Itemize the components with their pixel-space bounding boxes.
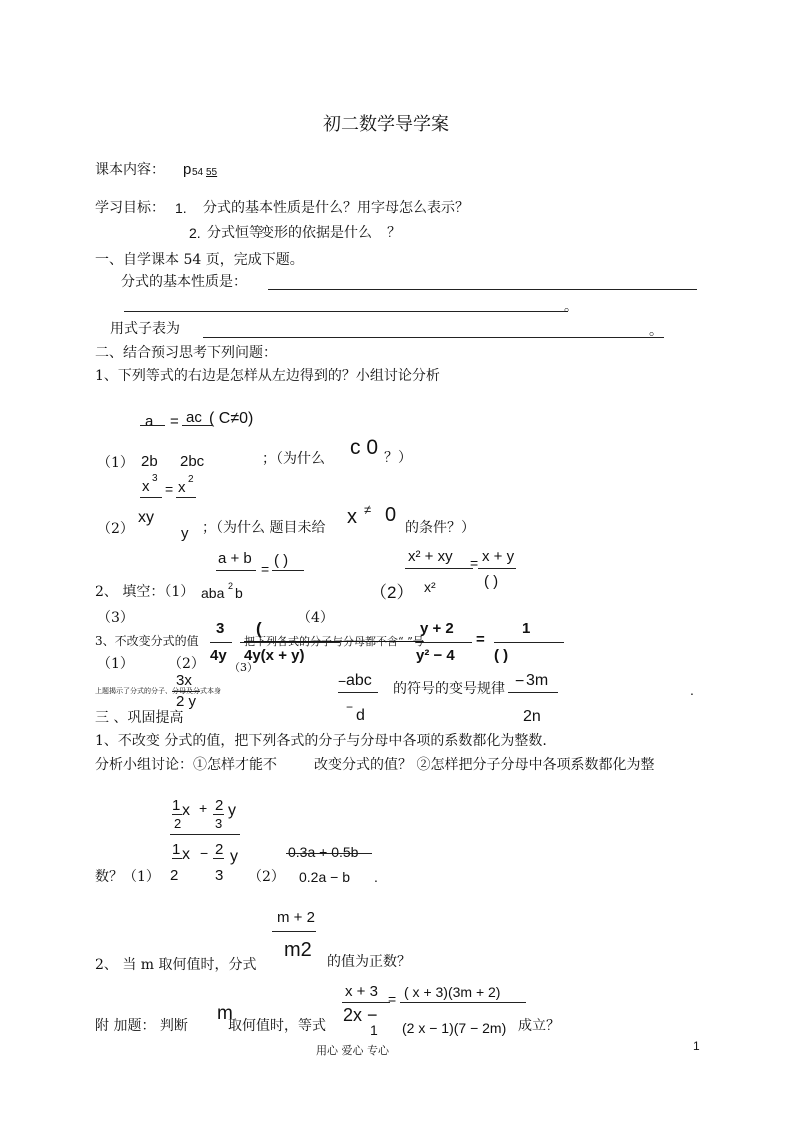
extra-tail: 成立？ [518, 1018, 560, 1034]
ex1-frac-bar-2 [182, 425, 212, 426]
s3q2-label: 2、 当 m 取何值时，分式 [95, 957, 257, 973]
discuss-a: 分析小组讨论：①怎样才能不 [95, 757, 277, 773]
q3-n1: （1） [97, 656, 134, 672]
ex1-c0: c 0 [350, 436, 379, 459]
ex2-x: x [347, 506, 357, 528]
ex2-x3-sup: 3 [152, 473, 158, 484]
q3-frac-bar-4 [494, 642, 564, 643]
formula-blank [203, 337, 664, 338]
cf-top-two: 2 [215, 797, 224, 814]
q3-three: 3 [216, 620, 225, 637]
formula-end-mark: 。 [649, 323, 663, 339]
goal-2-text-b: 变形的依据是什么 [260, 225, 372, 241]
cf-mini-bar-2 [213, 814, 224, 815]
dec-strike [286, 853, 372, 854]
q2-frac-bar-4 [478, 568, 516, 569]
cf-bot-y: y [230, 848, 238, 865]
q2-num-2: （2） [370, 583, 414, 602]
q2-paren-1: ( ) [274, 552, 289, 569]
neg-2n: 2n [523, 708, 541, 725]
q3-frac-bar-2 [240, 642, 340, 643]
page-title: 初二数学导学案 [323, 114, 449, 135]
extra-mid: 取何值时，等式 [228, 1018, 326, 1034]
cf-bot-den-2: 2 [170, 867, 179, 884]
ex2-x2: x [178, 479, 186, 496]
ex1-den-2bc: 2bc [180, 453, 205, 470]
extra-bar-2 [400, 1002, 526, 1003]
q3-y-plus-2: y + 2 [420, 620, 454, 637]
ex2-x3: x [142, 478, 150, 495]
content-label: 课本内容： [95, 162, 165, 178]
cf-top-one: 1 [172, 797, 181, 814]
extra-eq: = [388, 991, 397, 1007]
cf-mini-bar-3 [172, 858, 182, 859]
extra-label: 附 加题： 判断 [95, 1018, 188, 1034]
dec-num: 0.3a + 0.5b [288, 844, 359, 860]
q3-2y: 2 y [176, 693, 197, 710]
extra-rden: (2 x − 1)(7 − 2m) [402, 1020, 507, 1036]
neg-abc-sign: − [338, 673, 347, 689]
q2-num-ab: a + b [218, 550, 252, 567]
s3q2-bar [272, 931, 316, 932]
discuss-b: 改变分式的值？ ②怎样把分子分母中各项系数都化为整 [314, 757, 655, 773]
neg-d: d [356, 707, 365, 724]
q3-paren: ( [256, 619, 262, 638]
q2-eq: = [261, 561, 270, 577]
q3-3x: 3x [176, 672, 192, 689]
q2-aba-b: b [235, 585, 243, 601]
q2-aba: aba [201, 585, 225, 601]
neg-3m-sign: − [515, 673, 525, 690]
cf-top-y: y [228, 802, 236, 819]
s3q2-num: m + 2 [277, 909, 315, 926]
ex2-y: y [181, 525, 189, 542]
q3-n3: （3） [229, 661, 258, 674]
q3-label: 3、不改变分式的值 [95, 634, 199, 648]
q2-paren-2: ( ) [484, 573, 499, 590]
ex2-eq: = [165, 481, 174, 497]
q3-paren-3: ( ) [494, 647, 509, 664]
neg-d-sign: − [346, 700, 354, 714]
q2-eq-2: = [470, 555, 479, 571]
page-ref-54: 54 [192, 167, 204, 178]
q2-frac-bar-2 [272, 570, 304, 571]
cf-bot-one: 1 [172, 841, 181, 858]
ex1-a: a [145, 413, 154, 430]
q3-frac-bar-1 [210, 642, 232, 643]
q2-label: 2、 填空：（1） [95, 584, 195, 600]
q2-xy: x + y [482, 548, 515, 565]
q3-n2: （2） [168, 656, 205, 672]
s3q2-tail: 的值为正数？ [327, 954, 411, 970]
goals-label: 学习目标： [95, 200, 165, 216]
extra-num: x + 3 [345, 983, 378, 1000]
sign-note: 上题揭示了分式的分子、分母及分式本身 [95, 687, 221, 695]
cf-mini-bar-4 [213, 858, 224, 859]
q2-frac-bar-3 [405, 568, 473, 569]
extra-den: 2x − [343, 1005, 378, 1025]
ex1-cond: ( C≠0) [209, 410, 254, 427]
q3-den-4y: 4y(x + y) [244, 647, 305, 664]
q3-eq: = [476, 631, 485, 648]
ex1-eq: = [170, 413, 179, 430]
extra-bar-1 [342, 1002, 390, 1003]
ex1-num: （1） [97, 455, 134, 471]
section3-heading: 三 、巩固提高 [95, 710, 184, 726]
q3-one: 1 [522, 620, 531, 637]
ex1-q: ？） [384, 450, 412, 466]
neg-3m: 3m [526, 672, 549, 689]
cf-main-bar [170, 834, 240, 835]
ex2-num: （2） [97, 521, 134, 537]
property-blank-2 [124, 311, 568, 312]
ex1-frac-bar-1 [140, 425, 165, 426]
extra-m: m [217, 1003, 233, 1024]
neg-abc-bar [338, 692, 378, 693]
neg-3m-bar [508, 692, 558, 693]
goal-2-text-a: 分式恒等 [207, 225, 263, 241]
q2-n4: （4） [297, 610, 334, 626]
formula-label: 用式子表为 [110, 321, 180, 337]
cf-bot-minus: − [200, 845, 209, 861]
property-blank-1 [268, 289, 697, 290]
section3-n2: （2） [248, 869, 285, 885]
ex1-why: ；（为什么 [262, 451, 325, 467]
q3-frac-bar-3 [416, 642, 472, 643]
cf-bot-x: x [182, 846, 190, 863]
q2-den-x2: x² [424, 579, 436, 595]
ex2-frac-bar-1 [140, 497, 162, 498]
cf-top-den-2: 2 [174, 816, 182, 831]
page-number: 1 [693, 1039, 700, 1053]
ex2-zero: 0 [385, 504, 397, 526]
dec-den: 0.2a − b [299, 869, 350, 885]
ex2-xy: xy [138, 509, 154, 526]
section3-q1: 1、不改变 分式的值，把下列各式的分子与分母中各项的系数都化为整数. [95, 733, 547, 749]
ex1-den-2b: 2b [141, 453, 158, 470]
page-ref-p: p [183, 161, 192, 178]
neg-dot: . [690, 682, 694, 698]
q3-instruction: 把下列各式的分子与分母都不含“ ”号 [244, 635, 424, 648]
extra-one: 1 [370, 1022, 378, 1038]
page-ref-55: 55 [206, 167, 218, 178]
cf-mini-bar-1 [172, 814, 182, 815]
s3q2-den: m2 [284, 939, 312, 961]
dec-dot: . [374, 869, 378, 885]
q3-4y: 4y [210, 647, 227, 664]
cf-bot-den-3: 3 [215, 867, 224, 884]
question-1: 1、下列等式的右边是怎样从左边得到的？小组讨论分析 [95, 368, 440, 384]
cf-top-den-3: 3 [215, 816, 223, 831]
cf-top-plus: + [199, 800, 208, 816]
ex1-ac: ac [186, 409, 202, 426]
section2-heading: 二、结合预习思考下列问题： [95, 345, 277, 361]
ex2-why: ；（为什么 题目未给 [202, 520, 326, 536]
goal-2-q: ？ [387, 225, 401, 241]
cf-top-x: x [182, 802, 190, 819]
sign-rule: 的符号的变号规律 [393, 681, 505, 697]
property-end-mark: 。 [564, 299, 578, 315]
neg-abc: abc [346, 672, 372, 689]
q3-y2-minus-4: y² − 4 [416, 647, 455, 664]
q2-n3: （3） [97, 610, 134, 626]
q2-frac-bar-1 [216, 570, 256, 571]
goal-2-num: 2. [189, 225, 201, 241]
section3-shu: 数？（1） [95, 869, 160, 885]
q2-aba-sup: 2 [228, 581, 234, 591]
ex2-tail: 的条件？） [405, 520, 475, 536]
q2-x2xy: x² + xy [408, 548, 453, 565]
footer-text: 用心 爱心 专心 [316, 1044, 389, 1057]
ex2-frac-bar-2 [176, 497, 196, 498]
property-label: 分式的基本性质是： [121, 274, 247, 290]
ex2-x2-sup: 2 [188, 474, 194, 485]
goal-1-text: 分式的基本性质是什么？用字母怎么表示？ [203, 200, 469, 216]
goal-1-num: 1. [175, 200, 187, 216]
section1-heading: 一、自学课本 54 页，完成下题。 [95, 252, 304, 268]
cf-bot-two: 2 [215, 841, 224, 858]
ex2-neq: ≠ [364, 502, 372, 517]
extra-rnum: ( x + 3)(3m + 2) [404, 984, 501, 1000]
